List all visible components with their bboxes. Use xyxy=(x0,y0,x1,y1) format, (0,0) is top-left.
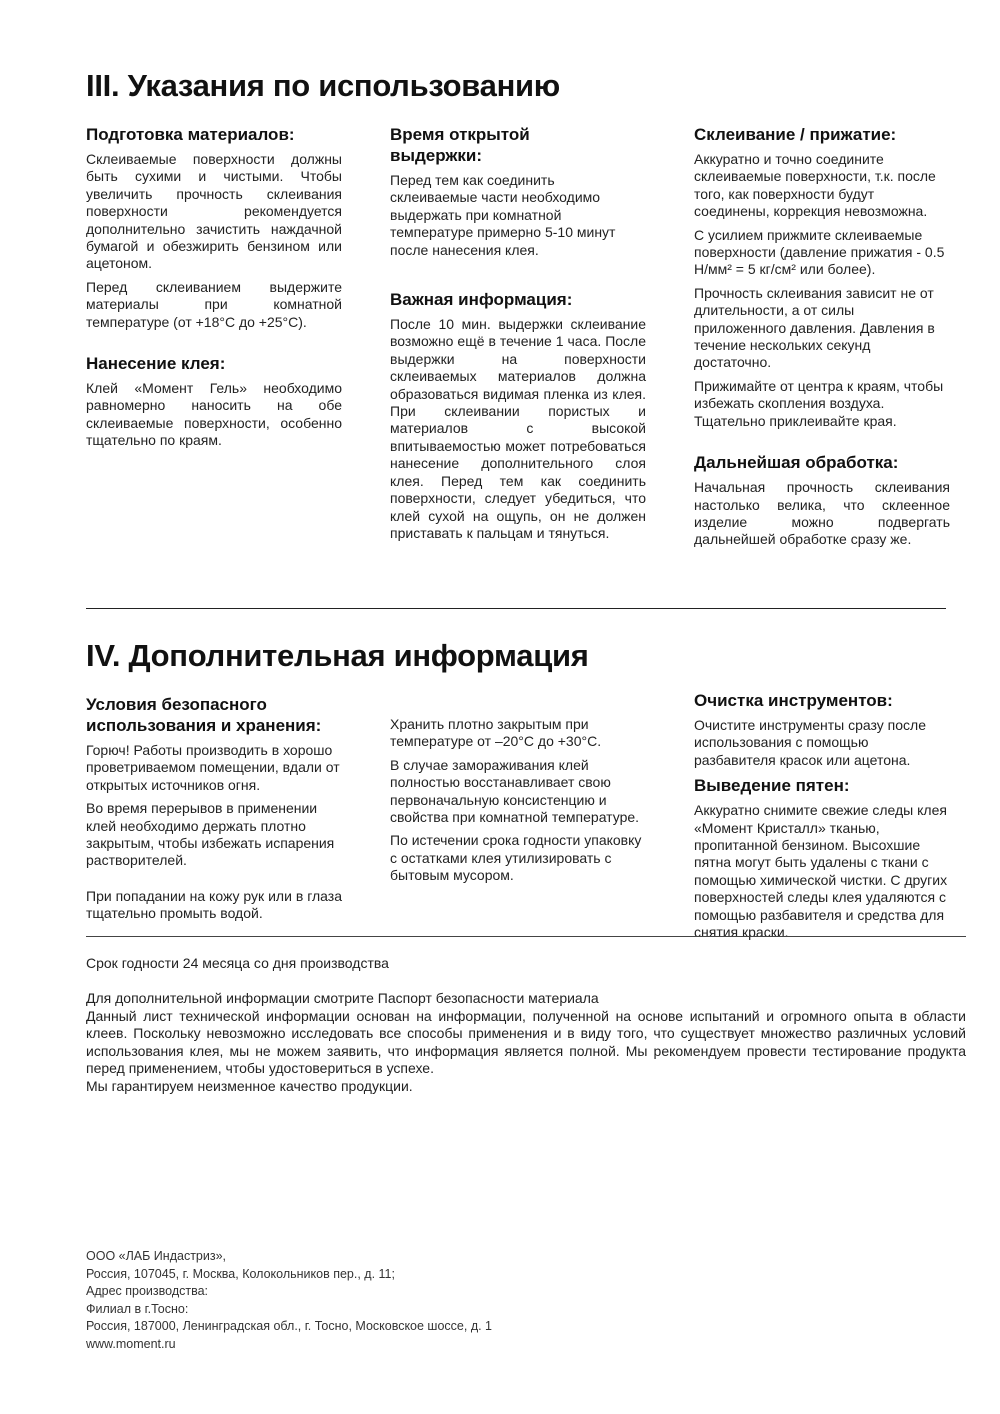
section-3-column-2 xyxy=(390,124,646,548)
bonding-edges-text: Прижимайте от центра к краям, чтобы избежать скопления воздуха. Тщательно приклеивайте края. xyxy=(694,377,944,429)
shelf-life-block xyxy=(86,955,389,973)
materials-prep-heading: Подготовка материалов: xyxy=(86,125,295,144)
materials-temperature-text: Перед склеиванием выдержите материалы при комнатной температуре (от +18°С до +25°С). xyxy=(86,278,342,330)
open-time-heading: Время открытой выдержки: xyxy=(390,125,530,165)
safety-data-sheet-note: Для дополнительной информации смотрите Паспорт безопасности материала xyxy=(86,990,599,1006)
website-link[interactable]: www.moment.ru xyxy=(86,1336,176,1351)
bonding-strength-text: Прочность склеивания зависит не от длительности, а от силы приложенного давления. Давления в течение нескольких секунд достаточно. xyxy=(694,284,935,371)
bonding-align-text: Аккуратно и точно соедините склеиваемые поверхности, т.к. после того, как поверхности будут соединены, коррекция невозможна. xyxy=(694,151,936,220)
footer-contacts xyxy=(86,1248,492,1353)
tool-cleaning-text: Очистите инструменты сразу после использования с помощью разбавителя красок или ацетона. xyxy=(694,717,926,768)
safety-skin-text: При попадании на кожу рук или в глаза тщательно промыть водой. xyxy=(86,887,342,922)
section-4-column-1 xyxy=(86,694,342,929)
glue-application-heading: Нанесение клея: xyxy=(86,354,226,374)
materials-prep-text: Склеиваемые поверхности должны быть сухими и чистыми. Чтобы увеличить прочность склеивания поверхности рекомендуется дополнительно зачистить наждачной бумагой и обезжирить бензином или ацетоном. xyxy=(86,151,342,272)
safety-storage-heading: Условия безопасного использования и хранения: xyxy=(86,695,322,735)
stain-removal-heading: Выведение пятен: xyxy=(694,776,850,796)
quality-guarantee-text: Мы гарантируем неизменное качество продукции. xyxy=(86,1077,413,1094)
tool-cleaning-heading: Очистка инструментов: xyxy=(694,691,893,710)
freezing-text: В случае замораживания клей полностью восстанавливает свою первоначальную консистенцию и свойства при комнатной температуре. xyxy=(390,756,640,826)
company-address: Россия, 107045, г. Москва, Колокольников пер., д. 11; xyxy=(86,1266,395,1281)
disposal-text: По истечении срока годности упаковку с остатками клея утилизировать с бытовым мусором. xyxy=(390,832,642,884)
section-3-column-1 xyxy=(86,124,342,456)
safety-closed-text: Во время перерывов в применении клей необходимо держать плотно закрытым, чтобы избежать испарения растворителей. xyxy=(86,800,335,869)
shelf-life-text: Срок годности 24 месяца со дня производства xyxy=(86,955,389,971)
bonding-pressure-text: С усилием прижмите склеиваемые поверхности (давление прижатия - 0.5 Н/мм² = 5 кг/см² или более). xyxy=(694,226,945,278)
disclaimer-text: Данный лист технической информации основан на информации, полученной на основе испытаний и огромного опыта в области клеев. Поскольку невозможно исследовать все способы применения и в виду того, что существует множество различных условий использования клея, мы не можем заявить, что информация является полной. Мы рекомендуем провести тестирование продукта перед применением, чтобы удостовериться в успехе. xyxy=(86,1007,966,1077)
storage-temperature-text: Хранить плотно закрытым при температуре от –20°С до +30°С. xyxy=(390,716,602,750)
bonding-pressing-heading: Склеивание / прижатие: xyxy=(694,125,897,144)
section-3-title: III. Указания по использованию xyxy=(86,68,560,103)
important-info-heading: Важная информация: xyxy=(390,290,573,310)
safety-flammable-text: Горюч! Работы производить в хорошо проветриваемом помещении, вдали от открытых источников огня. xyxy=(86,742,340,793)
branch-address: Россия, 187000, Ленинградская обл., г. Тосно, Московское шоссе, д. 1 xyxy=(86,1319,493,1333)
section-divider xyxy=(86,608,946,609)
section-4-column-3 xyxy=(694,690,950,947)
stain-removal-text: Аккуратно снимите свежие следы клея «Момент Кристалл» тканью, пропитанной бензином. Высохшие пятна могут быть удалены с ткани с помощью химической чистки. С других поверхностей следы клея удаляются с помощью разбавителя и средства для снятия краски. xyxy=(694,802,948,941)
production-address-label: Адрес производства: xyxy=(86,1284,209,1298)
disclaimer-block xyxy=(86,990,966,1096)
company-name: ООО «ЛАБ Индастриз», xyxy=(86,1249,227,1263)
info-divider xyxy=(86,936,966,937)
branch-label: Филиал в г.Тосно: xyxy=(86,1301,189,1316)
section-3-column-3 xyxy=(694,124,950,555)
section-4-title: IV. Дополнительная информация xyxy=(86,638,589,673)
further-processing-heading: Дальнейшая обработка: xyxy=(694,453,899,473)
important-info-text: После 10 мин. выдержки склеивание возможно ещё в течение 1 часа. После выдержки на поверхности склеиваемых материалов должна образоваться видимая пленка из клея. При склеивании пористых и материалов с высокой впитываемостью может потребоваться нанесение дополнительного слоя клея. Перед тем как соединить поверхности, следует убедиться, что клей сухой на ощупь, он не должен приставать к пальцам и тянуться. xyxy=(390,316,646,541)
further-processing-text: Начальная прочность склеивания настолько велика, что склеенное изделие можно подвергать дальнейшей обработке сразу же. xyxy=(694,479,950,548)
glue-application-text: Клей «Момент Гель» необходимо равномерно наносить на обе склеиваемые поверхности, особенно тщательно по краям. xyxy=(86,380,342,449)
open-time-text: Перед тем как соединить склеиваемые части необходимо выдержать при комнатной температуре примерно 5-10 минут после нанесения клея. xyxy=(390,172,616,258)
section-4-column-2 xyxy=(390,716,646,891)
